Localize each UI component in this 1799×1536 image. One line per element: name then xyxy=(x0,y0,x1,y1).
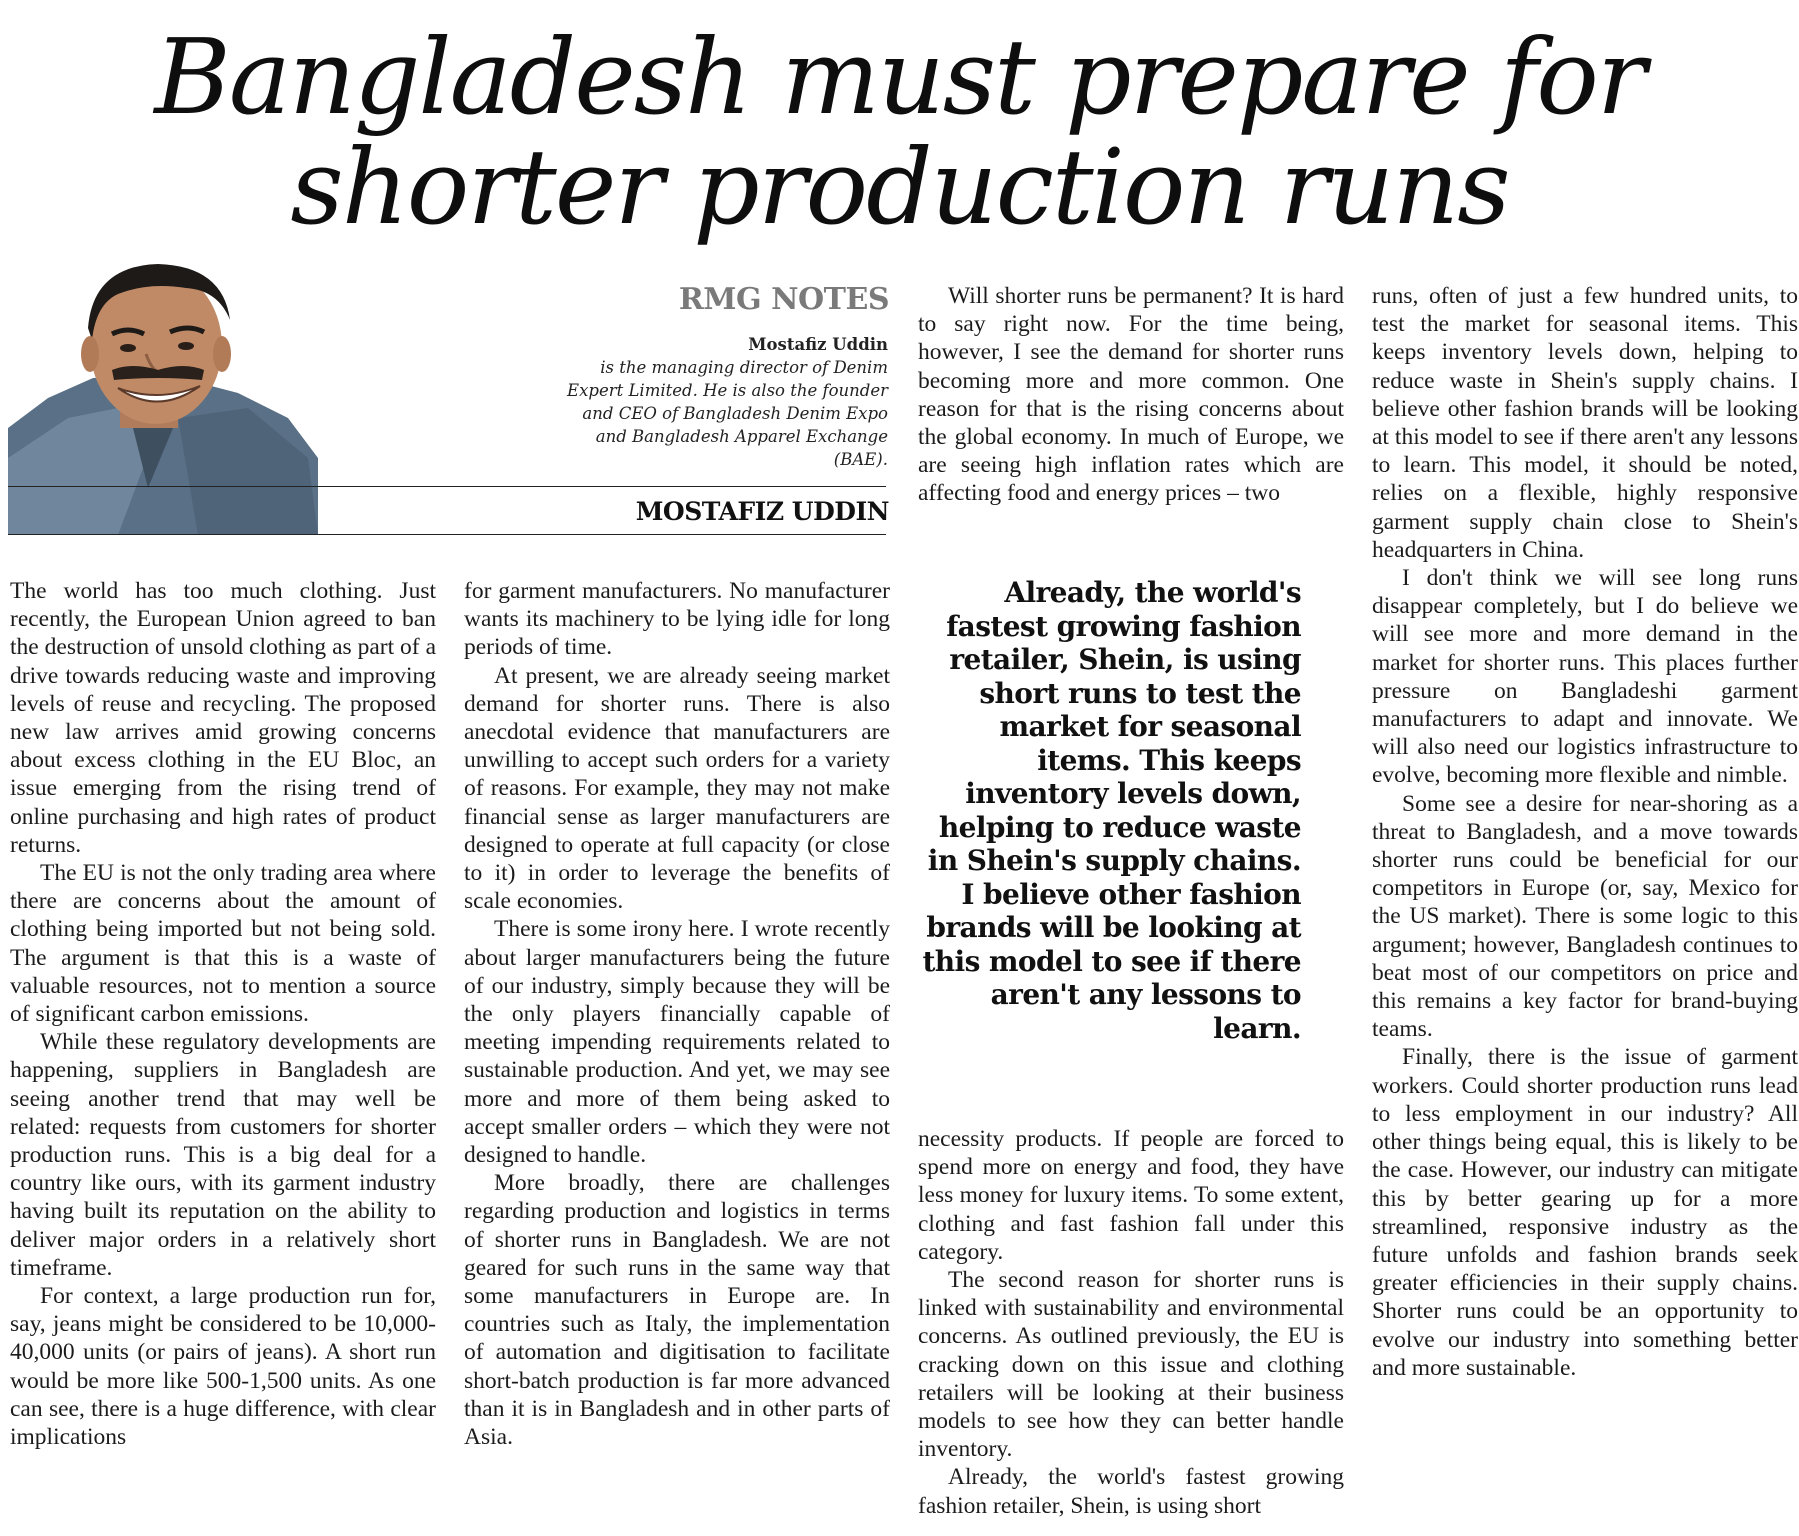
paragraph: At present, we are already seeing market demand for shorter runs. There is also anecdotal evidence that manufacturers are unwilling to accept such orders for a variety of reasons. For example, they may not make financial sense as larger manufacturers are designed to operate at full capacity (or close to it) in order to leverage the benefits of scale economies. xyxy=(464,662,890,915)
paragraph: More broadly, there are challenges regarding production and logistics in terms of shorter runs in Bangladesh. We are not geared for such runs in the same way that some manufacturers in Europe are. In countries such as Italy, the implementation of automation and digitisation to facilitate short-batch production is far more advanced than it is in Bangladesh and in other parts of Asia. xyxy=(464,1170,890,1451)
paragraph: necessity products. If people are forced to spend more on energy and food, they have less money for luxury items. To some extent, clothing and fast fashion fall under this category. xyxy=(918,1126,1344,1265)
byline: MOSTAFIZ UDDIN xyxy=(635,497,889,526)
author-bio xyxy=(560,333,888,471)
paragraph: for garment manufacturers. No manufacturer wants its machinery to be lying idle for long periods of time. xyxy=(464,578,890,661)
article-column-1 xyxy=(10,577,436,1451)
paragraph: For context, a large production run for, say, jeans might be considered to be 10,000-40,000 units (or pairs of jeans). A short run would be more like 500-1,500 units. As one can see, there is a huge difference, with clear implications xyxy=(10,1283,436,1451)
article-column-3-top xyxy=(918,282,1344,508)
paragraph: runs, often of just a few hundred units, to test the market for seasonal items. This keeps inventory levels down, helping to reduce waste in Shein's supply chains. I believe other fashion brands will be looking at this model to see if there aren't any lessons to learn. This model, it should be noted, relies on a flexible, highly responsive garment supply chain close to Shein's headquarters in China. xyxy=(1372,283,1798,563)
author-description: is the managing director of Denim Expert Limited. He is also the founder and CEO of Bangladesh Denim Expo and Bangladesh Apparel Exchange (BAE). xyxy=(567,358,888,469)
paragraph: Already, the world's fastest growing fashion retailer, Shein, is using short xyxy=(918,1464,1344,1519)
paragraph: Finally, there is the issue of garment workers. Could shorter production runs lead to less employment in our industry? All other things being equal, this is likely to be the case. However, our industry can mitigate this by better gearing up for a more streamlined, responsive industry as the future unfolds and fashion brands seek greater efficiencies in their supply chains. Shorter runs could be an opportunity to evolve our industry into something better and more sustainable. xyxy=(1372,1044,1798,1381)
byline-bottom-rule xyxy=(8,534,886,535)
paragraph: There is some irony here. I wrote recently about larger manufacturers being the future of our industry, simply because they will be the only players financially capable of meeting impending requirements related to sustainable production. And yet, we may see more and more of them being asked to accept smaller orders – which they were not designed to handle. xyxy=(464,916,890,1169)
paragraph: I don't think we will see long runs disappear completely, but I do believe we will see more and more demand in the market for shorter runs. This places further pressure on Bangladeshi garment manufacturers to adapt and innovate. We will also need our logistics infrastructure to evolve, becoming more flexible and nimble. xyxy=(1372,565,1798,789)
paragraph: The second reason for shorter runs is linked with sustainability and environmental concerns. As outlined previously, the EU is cracking down on this issue and clothing retailers will be looking at their business models to see how they can better handle inventory. xyxy=(918,1267,1344,1463)
article-column-3-bottom xyxy=(918,1125,1344,1520)
author-photo xyxy=(8,258,318,535)
pull-quote: Already, the world's fastest growing fashion retailer, Shein, is using short runs to test the market for seasonal items. This keeps inventory levels down, helping to reduce waste in Shein's supply chains. I believe other fashion brands will be looking at this model to see if there aren't any lessons to learn. xyxy=(922,576,1301,1045)
paragraph: The EU is not the only trading area where there are concerns about the amount of clothing being imported but not being sold. The argument is that this is a waste of valuable resources, not to mention a source of significant carbon emissions. xyxy=(10,860,436,1028)
headline: Bangladesh must prepare for shorter production runs xyxy=(154,16,1645,248)
paragraph: The world has too much clothing. Just recently, the European Union agreed to ban the destruction of unsold clothing as part of a drive towards reducing waste and improving levels of reuse and recycling. The proposed new law arrives amid growing concerns about excess clothing in the EU Bloc, an issue emerging from the rising trend of online purchasing and high rates of product returns. xyxy=(10,578,436,858)
paragraph: Will shorter runs be permanent? It is hard to say right now. For the time being, however, I see the demand for shorter runs becoming more and more common. One reason for that is the rising concerns about the global economy. In much of Europe, we are seeing high inflation rates which are affecting food and energy prices – two xyxy=(918,283,1344,507)
article-column-4 xyxy=(1372,282,1798,1382)
paragraph: Some see a desire for near-shoring as a threat to Bangladesh, and a move towards shorter runs could be beneficial for our competitors in Europe (or, say, Mexico for the US market). There is some logic to this argument; however, Bangladesh continues to beat most of our competitors on price and this remains a key factor for brand-buying teams. xyxy=(1372,790,1798,1043)
author-name: Mostafiz Uddin xyxy=(748,335,888,354)
column-label: RMG NOTES xyxy=(678,282,889,317)
paragraph: While these regulatory developments are happening, suppliers in Bangladesh are seeing another trend that may well be related: requests from customers for shorter production runs. This is a big deal for a country like ours, with its garment industry having built its reputation on the ability to deliver major orders in a relatively short timeframe. xyxy=(10,1029,436,1281)
article-column-2 xyxy=(464,577,890,1451)
byline-top-rule xyxy=(8,486,886,487)
